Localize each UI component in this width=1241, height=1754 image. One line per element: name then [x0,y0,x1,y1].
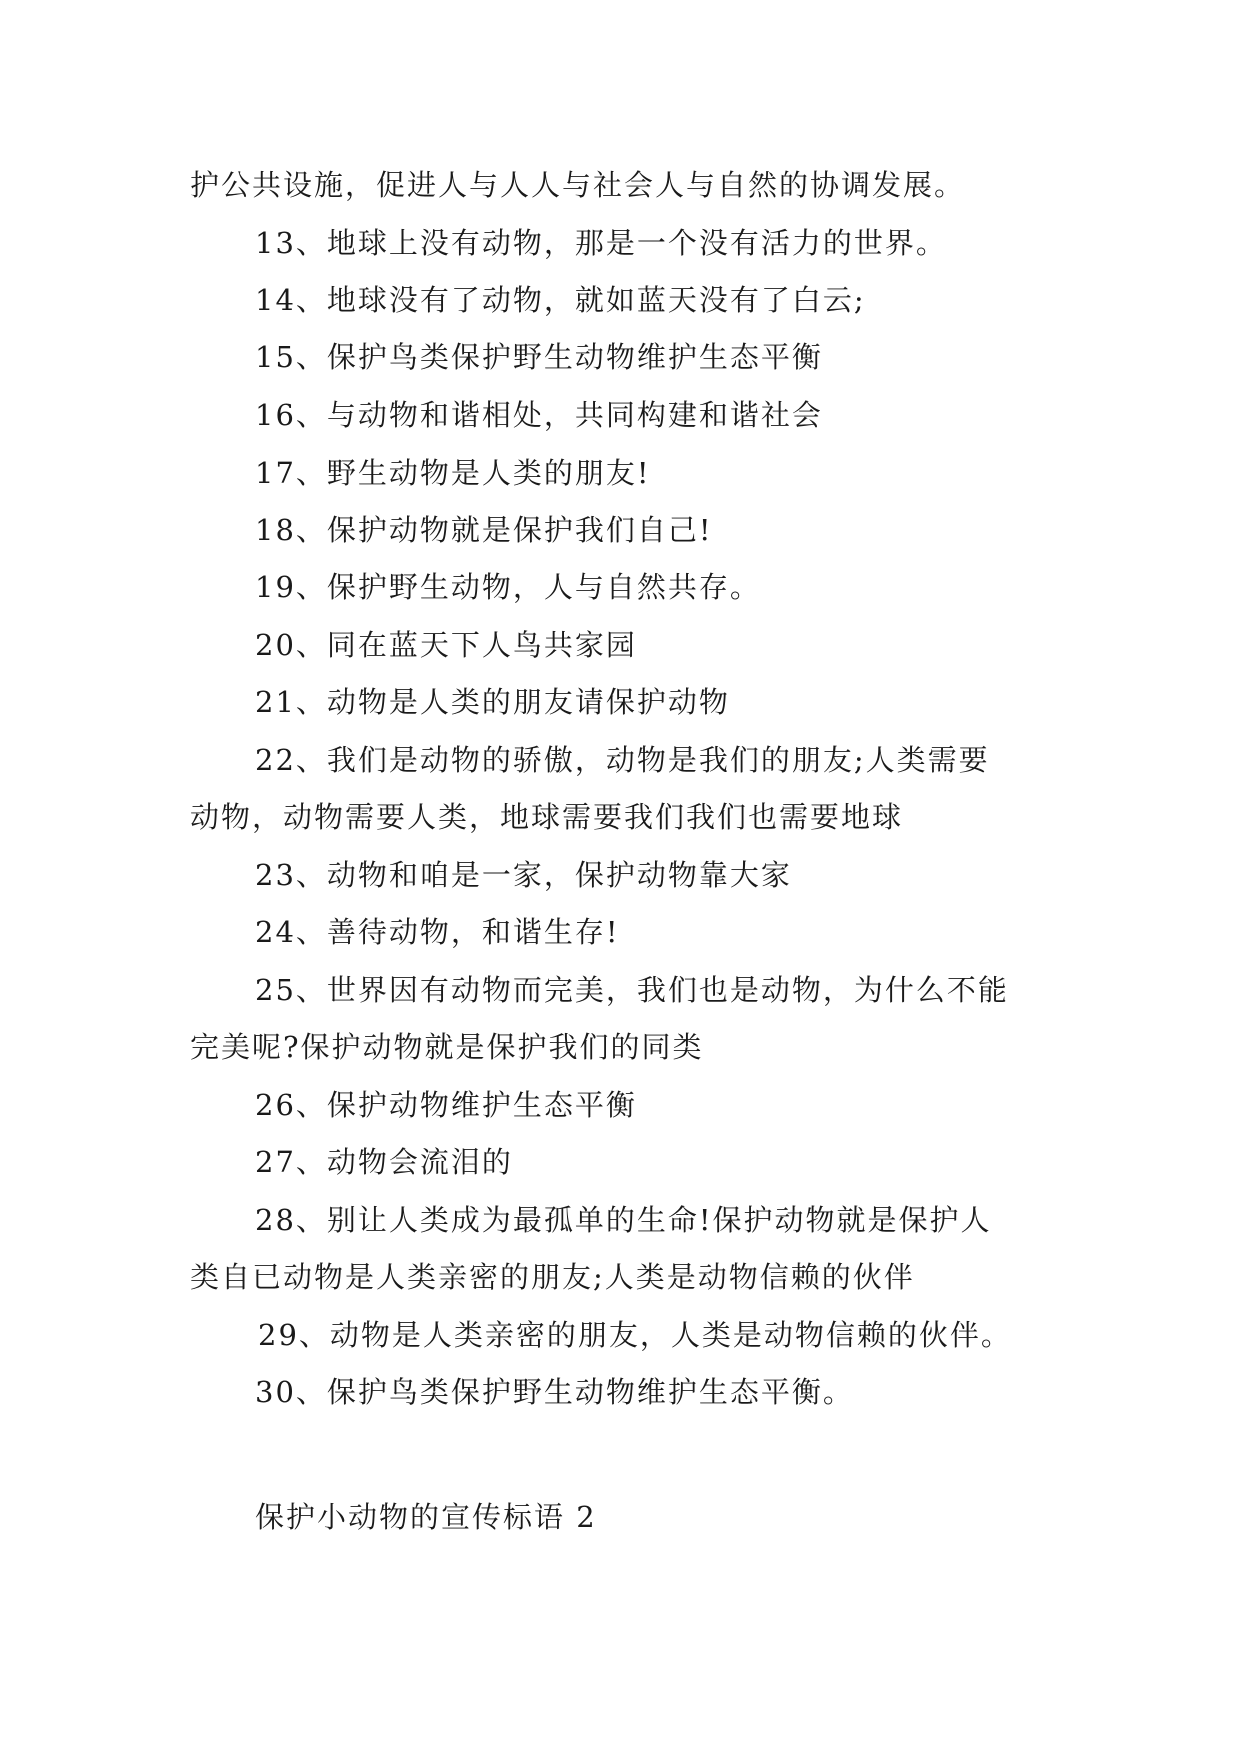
slogan-item-19: 19、保护野生动物，人与自然共存。 [255,570,761,604]
slogan-item-25-continuation: 完美呢?保护动物就是保护我们的同类 [190,1030,704,1064]
slogan-item-30: 30、保护鸟类保护野生动物维护生态平衡。 [255,1375,854,1409]
slogan-item-24: 24、善待动物，和谐生存! [255,915,620,949]
slogan-item-17: 17、野生动物是人类的朋友! [255,456,651,490]
slogan-item-28-continuation: 类自已动物是人类亲密的朋友;人类是动物信赖的伙伴 [190,1260,915,1294]
slogan-item-13: 13、地球上没有动物，那是一个没有活力的世界。 [255,226,947,260]
slogan-item-14: 14、地球没有了动物，就如蓝天没有了白云; [255,283,866,317]
slogan-item-22-continuation: 动物，动物需要人类，地球需要我们我们也需要地球 [190,800,904,834]
section-heading: 保护小动物的宣传标语 2 [255,1500,597,1534]
slogan-item-29: 29、动物是人类亲密的朋友，人类是动物信赖的伙伴。 [258,1318,1012,1352]
slogan-item-22: 22、我们是动物的骄傲，动物是我们的朋友;人类需要 [255,743,990,777]
paragraph-continuation: 护公共设施，促进人与人人与社会人与自然的协调发展。 [190,168,966,202]
slogan-item-16: 16、与动物和谐相处，共同构建和谐社会 [255,398,823,432]
slogan-item-18: 18、保护动物就是保护我们自己! [255,513,713,547]
slogan-item-20: 20、同在蓝天下人鸟共家园 [255,628,637,662]
slogan-item-23: 23、动物和咱是一家，保护动物靠大家 [255,858,792,892]
slogan-item-27: 27、动物会流泪的 [255,1145,513,1179]
slogan-item-15: 15、保护鸟类保护野生动物维护生态平衡 [255,340,823,374]
slogan-item-26: 26、保护动物维护生态平衡 [255,1088,637,1122]
slogan-item-25: 25、世界因有动物而完美，我们也是动物，为什么不能 [255,973,1009,1007]
slogan-item-21: 21、动物是人类的朋友请保护动物 [255,685,730,719]
slogan-item-28: 28、别让人类成为最孤单的生命!保护动物就是保护人 [255,1203,992,1237]
